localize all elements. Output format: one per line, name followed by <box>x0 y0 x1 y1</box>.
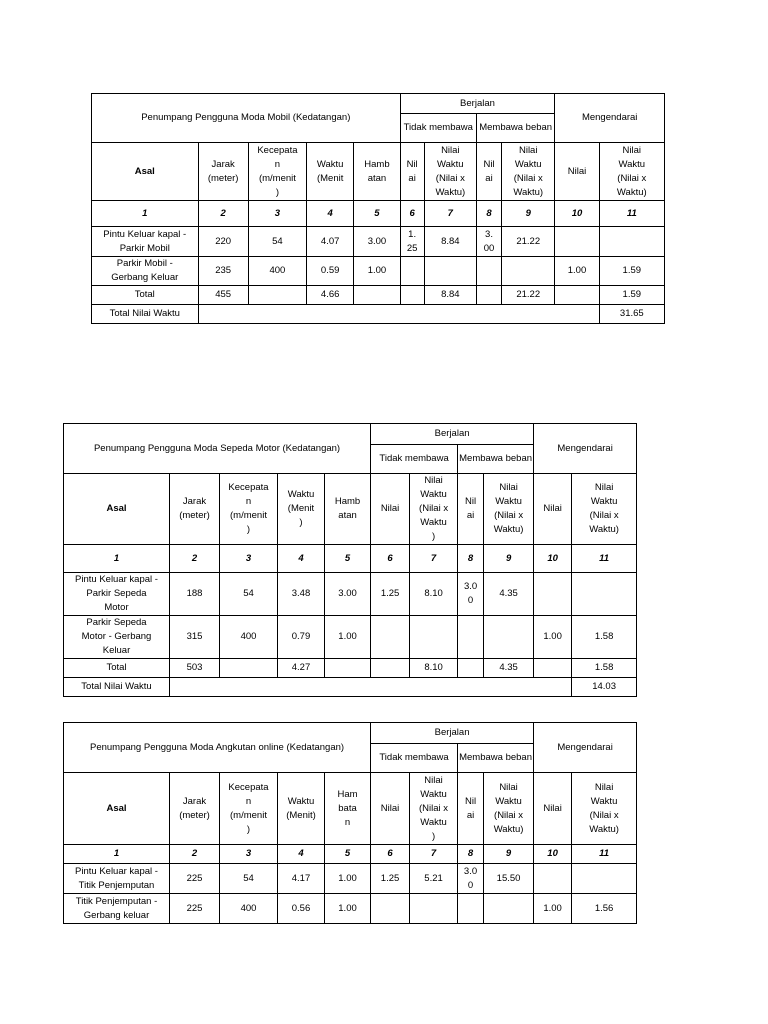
col-nilai-membawa-beban-header: Nil ai <box>458 773 484 845</box>
mengendarai-header: Mengendarai <box>555 94 665 143</box>
table-title: Penumpang Pengguna Moda Angkutan online (Kedatangan) <box>64 723 371 773</box>
col-kecepatan-header: Kecepata n (m/menit ) <box>220 474 278 545</box>
cell-asal: Parkir Mobil - Gerbang Keluar <box>92 257 199 286</box>
col-kecepatan-header: Kecepata n (m/menit ) <box>220 773 278 845</box>
cell-jarak: 188 <box>170 573 220 616</box>
berjalan-header: Berjalan <box>371 723 534 744</box>
cell-asal: Pintu Keluar kapal - Parkir Mobil <box>92 227 199 257</box>
tidak-membawa-header: Tidak membawa <box>400 114 476 143</box>
col-number: 8 <box>476 201 501 227</box>
table-mobil <box>91 93 665 324</box>
cell-nilai-waktu-membawa-beban: 21.22 <box>502 227 555 257</box>
cell-kecepatan: 400 <box>248 257 306 286</box>
col-nilai-mengendarai-header: Nilai <box>534 474 572 545</box>
col-number: 4 <box>278 845 325 864</box>
total-waktu: 4.27 <box>278 659 325 678</box>
cell-waktu: 3.48 <box>278 573 325 616</box>
cell-kecepatan: 54 <box>220 573 278 616</box>
column-number-row <box>92 201 665 227</box>
cell-waktu: 4.07 <box>307 227 354 257</box>
table-title: Penumpang Pengguna Moda Sepeda Motor (Kedatangan) <box>64 424 371 474</box>
cell-nilai-membawa-beban <box>458 616 484 659</box>
table-row <box>64 573 637 616</box>
membawa-beban-header: Membawa beban <box>458 744 534 773</box>
col-nilai-waktu-membawa-beban-header: Nilai Waktu (Nilai x Waktu) <box>484 773 534 845</box>
cell-nilai-waktu-tidak-membawa: 5.21 <box>410 864 458 894</box>
table-row <box>92 257 665 286</box>
col-nilai-tidak-membawa-header: Nilai <box>371 773 410 845</box>
cell-nilai-waktu-membawa-beban: 4.35 <box>484 573 534 616</box>
cell-nilai-waktu-mengendarai: 1.59 <box>599 257 664 286</box>
cell-hambatan: 1.00 <box>354 257 400 286</box>
col-nilai-membawa-beban-header: Nil ai <box>458 474 484 545</box>
col-nilai-mengendarai-header: Nilai <box>534 773 572 845</box>
col-number: 7 <box>424 201 476 227</box>
cell-nilai-waktu-mengendarai: 1.56 <box>572 894 637 924</box>
cell-nilai-membawa-beban <box>458 894 484 924</box>
cell-nilai-waktu-tidak-membawa <box>410 616 458 659</box>
total-nilai-waktu-row <box>92 305 665 324</box>
cell-nilai-waktu-membawa-beban <box>484 894 534 924</box>
tidak-membawa-header: Tidak membawa <box>371 744 458 773</box>
col-jarak-header: Jarak (meter) <box>170 773 220 845</box>
col-asal-header: Asal <box>64 773 170 845</box>
table-row <box>64 894 637 924</box>
col-number: 3 <box>220 845 278 864</box>
cell-nilai-waktu-tidak-membawa: 8.10 <box>410 573 458 616</box>
cell-nilai-membawa-beban: 3.0 0 <box>458 864 484 894</box>
cell-nilai-waktu-mengendarai <box>572 573 637 616</box>
col-number: 2 <box>198 201 248 227</box>
cell-nilai-mengendarai: 1.00 <box>555 257 599 286</box>
table-angkutan-online <box>63 722 637 924</box>
cell-nilai-waktu-tidak-membawa <box>410 894 458 924</box>
col-number: 7 <box>410 845 458 864</box>
total-nilai-waktu-membawa-beban: 21.22 <box>502 286 555 305</box>
col-waktu-header: Waktu (Menit ) <box>278 474 325 545</box>
col-number: 3 <box>248 201 306 227</box>
cell-nilai-waktu-tidak-membawa <box>424 257 476 286</box>
total-nilai-waktu-tidak-membawa: 8.84 <box>424 286 476 305</box>
table-row <box>64 616 637 659</box>
cell-nilai-mengendarai <box>555 227 599 257</box>
col-kecepatan-header: Kecepata n (m/menit ) <box>248 143 306 201</box>
total-label: Total <box>64 659 170 678</box>
col-number: 1 <box>64 845 170 864</box>
cell-hambatan: 3.00 <box>354 227 400 257</box>
col-number: 4 <box>307 201 354 227</box>
col-number: 9 <box>502 201 555 227</box>
cell-jarak: 225 <box>170 894 220 924</box>
cell-jarak: 225 <box>170 864 220 894</box>
col-number: 11 <box>572 845 637 864</box>
cell-waktu: 0.56 <box>278 894 325 924</box>
cell-waktu: 0.79 <box>278 616 325 659</box>
col-number: 8 <box>458 545 484 573</box>
col-number: 10 <box>555 201 599 227</box>
cell-kecepatan: 54 <box>220 864 278 894</box>
col-number: 10 <box>534 545 572 573</box>
cell-nilai-tidak-membawa: 1. 25 <box>400 227 424 257</box>
col-number: 11 <box>572 545 637 573</box>
berjalan-header: Berjalan <box>371 424 534 445</box>
table-row <box>92 227 665 257</box>
total-label: Total <box>92 286 199 305</box>
col-nilai-waktu-mengendarai-header: Nilai Waktu (Nilai x Waktu) <box>599 143 664 201</box>
col-hambatan-header: Hamb atan <box>325 474 371 545</box>
col-number: 1 <box>64 545 170 573</box>
total-jarak: 503 <box>170 659 220 678</box>
cell-kecepatan: 400 <box>220 616 278 659</box>
cell-nilai-waktu-mengendarai <box>572 864 637 894</box>
cell-nilai-mengendarai <box>534 864 572 894</box>
col-number: 9 <box>484 545 534 573</box>
table-title: Penumpang Pengguna Moda Mobil (Kedatangan) <box>92 94 401 143</box>
cell-kecepatan: 400 <box>220 894 278 924</box>
col-number: 5 <box>325 545 371 573</box>
col-number: 8 <box>458 845 484 864</box>
total-nilai-waktu-mengendarai: 1.59 <box>599 286 664 305</box>
cell-jarak: 315 <box>170 616 220 659</box>
col-number: 9 <box>484 845 534 864</box>
col-waktu-header: Waktu (Menit) <box>278 773 325 845</box>
cell-nilai-mengendarai <box>534 573 572 616</box>
col-nilai-tidak-membawa-header: Nilai <box>371 474 410 545</box>
col-number: 2 <box>170 545 220 573</box>
cell-nilai-waktu-mengendarai <box>599 227 664 257</box>
total-jarak: 455 <box>198 286 248 305</box>
cell-nilai-waktu-membawa-beban <box>502 257 555 286</box>
col-hambatan-header: Hamb atan <box>354 143 400 201</box>
cell-nilai-membawa-beban: 3.0 0 <box>458 573 484 616</box>
col-hambatan-header: Ham bata n <box>325 773 371 845</box>
col-number: 5 <box>354 201 400 227</box>
cell-nilai-mengendarai: 1.00 <box>534 894 572 924</box>
col-number: 4 <box>278 545 325 573</box>
total-nilai-waktu-label: Total Nilai Waktu <box>92 305 199 324</box>
cell-hambatan: 1.00 <box>325 864 371 894</box>
cell-nilai-tidak-membawa <box>371 894 410 924</box>
col-nilai-waktu-membawa-beban-header: Nilai Waktu (Nilai x Waktu) <box>502 143 555 201</box>
total-nilai-waktu-mengendarai: 1.58 <box>572 659 637 678</box>
total-nilai-waktu-row <box>64 678 637 697</box>
col-nilai-mengendarai-header: Nilai <box>555 143 599 201</box>
cell-asal: Pintu Keluar kapal - Parkir Sepeda Motor <box>64 573 170 616</box>
total-row <box>64 659 637 678</box>
total-waktu: 4.66 <box>307 286 354 305</box>
cell-jarak: 235 <box>198 257 248 286</box>
cell-nilai-waktu-membawa-beban <box>484 616 534 659</box>
cell-nilai-mengendarai: 1.00 <box>534 616 572 659</box>
membawa-beban-header: Membawa beban <box>476 114 554 143</box>
col-asal-header: Asal <box>64 474 170 545</box>
col-nilai-waktu-mengendarai-header: Nilai Waktu (Nilai x Waktu) <box>572 773 637 845</box>
mengendarai-header: Mengendarai <box>534 723 637 773</box>
col-number: 11 <box>599 201 664 227</box>
cell-jarak: 220 <box>198 227 248 257</box>
cell-hambatan: 3.00 <box>325 573 371 616</box>
col-asal-header: Asal <box>92 143 199 201</box>
cell-hambatan: 1.00 <box>325 894 371 924</box>
col-jarak-header: Jarak (meter) <box>198 143 248 201</box>
total-row <box>92 286 665 305</box>
total-nilai-waktu-label: Total Nilai Waktu <box>64 678 170 697</box>
col-number: 10 <box>534 845 572 864</box>
mengendarai-header: Mengendarai <box>534 424 637 474</box>
col-number: 1 <box>92 201 199 227</box>
cell-asal: Parkir Sepeda Motor - Gerbang Keluar <box>64 616 170 659</box>
membawa-beban-header: Membawa beban <box>458 445 534 474</box>
column-number-row <box>64 845 637 864</box>
tidak-membawa-header: Tidak membawa <box>371 445 458 474</box>
col-nilai-waktu-tidak-membawa-header: Nilai Waktu (Nilai x Waktu) <box>424 143 476 201</box>
col-nilai-tidak-membawa-header: Nil ai <box>400 143 424 201</box>
cell-nilai-waktu-tidak-membawa: 8.84 <box>424 227 476 257</box>
cell-nilai-tidak-membawa: 1.25 <box>371 573 410 616</box>
berjalan-header: Berjalan <box>400 94 555 114</box>
col-nilai-waktu-membawa-beban-header: Nilai Waktu (Nilai x Waktu) <box>484 474 534 545</box>
cell-nilai-waktu-mengendarai: 1.58 <box>572 616 637 659</box>
col-nilai-membawa-beban-header: Nil ai <box>476 143 501 201</box>
col-number: 7 <box>410 545 458 573</box>
cell-nilai-tidak-membawa <box>371 616 410 659</box>
cell-nilai-tidak-membawa: 1.25 <box>371 864 410 894</box>
cell-nilai-tidak-membawa <box>400 257 424 286</box>
col-nilai-waktu-tidak-membawa-header: Nilai Waktu (Nilai x Waktu ) <box>410 773 458 845</box>
col-nilai-waktu-tidak-membawa-header: Nilai Waktu (Nilai x Waktu ) <box>410 474 458 545</box>
total-nilai-waktu-membawa-beban: 4.35 <box>484 659 534 678</box>
cell-waktu: 0.59 <box>307 257 354 286</box>
col-waktu-header: Waktu (Menit <box>307 143 354 201</box>
cell-asal: Titik Penjemputan - Gerbang keluar <box>64 894 170 924</box>
cell-nilai-waktu-membawa-beban: 15.50 <box>484 864 534 894</box>
total-nilai-waktu-value: 31.65 <box>599 305 664 324</box>
cell-asal: Pintu Keluar kapal - Titik Penjemputan <box>64 864 170 894</box>
col-number: 6 <box>371 845 410 864</box>
col-number: 3 <box>220 545 278 573</box>
col-nilai-waktu-mengendarai-header: Nilai Waktu (Nilai x Waktu) <box>572 474 637 545</box>
col-jarak-header: Jarak (meter) <box>170 474 220 545</box>
cell-hambatan: 1.00 <box>325 616 371 659</box>
cell-kecepatan: 54 <box>248 227 306 257</box>
total-nilai-waktu-tidak-membawa: 8.10 <box>410 659 458 678</box>
cell-waktu: 4.17 <box>278 864 325 894</box>
col-number: 2 <box>170 845 220 864</box>
table-sepeda-motor <box>63 423 637 697</box>
col-number: 5 <box>325 845 371 864</box>
col-number: 6 <box>371 545 410 573</box>
total-nilai-waktu-value: 14.03 <box>572 678 637 697</box>
column-number-row <box>64 545 637 573</box>
cell-nilai-membawa-beban <box>476 257 501 286</box>
cell-nilai-membawa-beban: 3. 00 <box>476 227 501 257</box>
col-number: 6 <box>400 201 424 227</box>
table-row <box>64 864 637 894</box>
